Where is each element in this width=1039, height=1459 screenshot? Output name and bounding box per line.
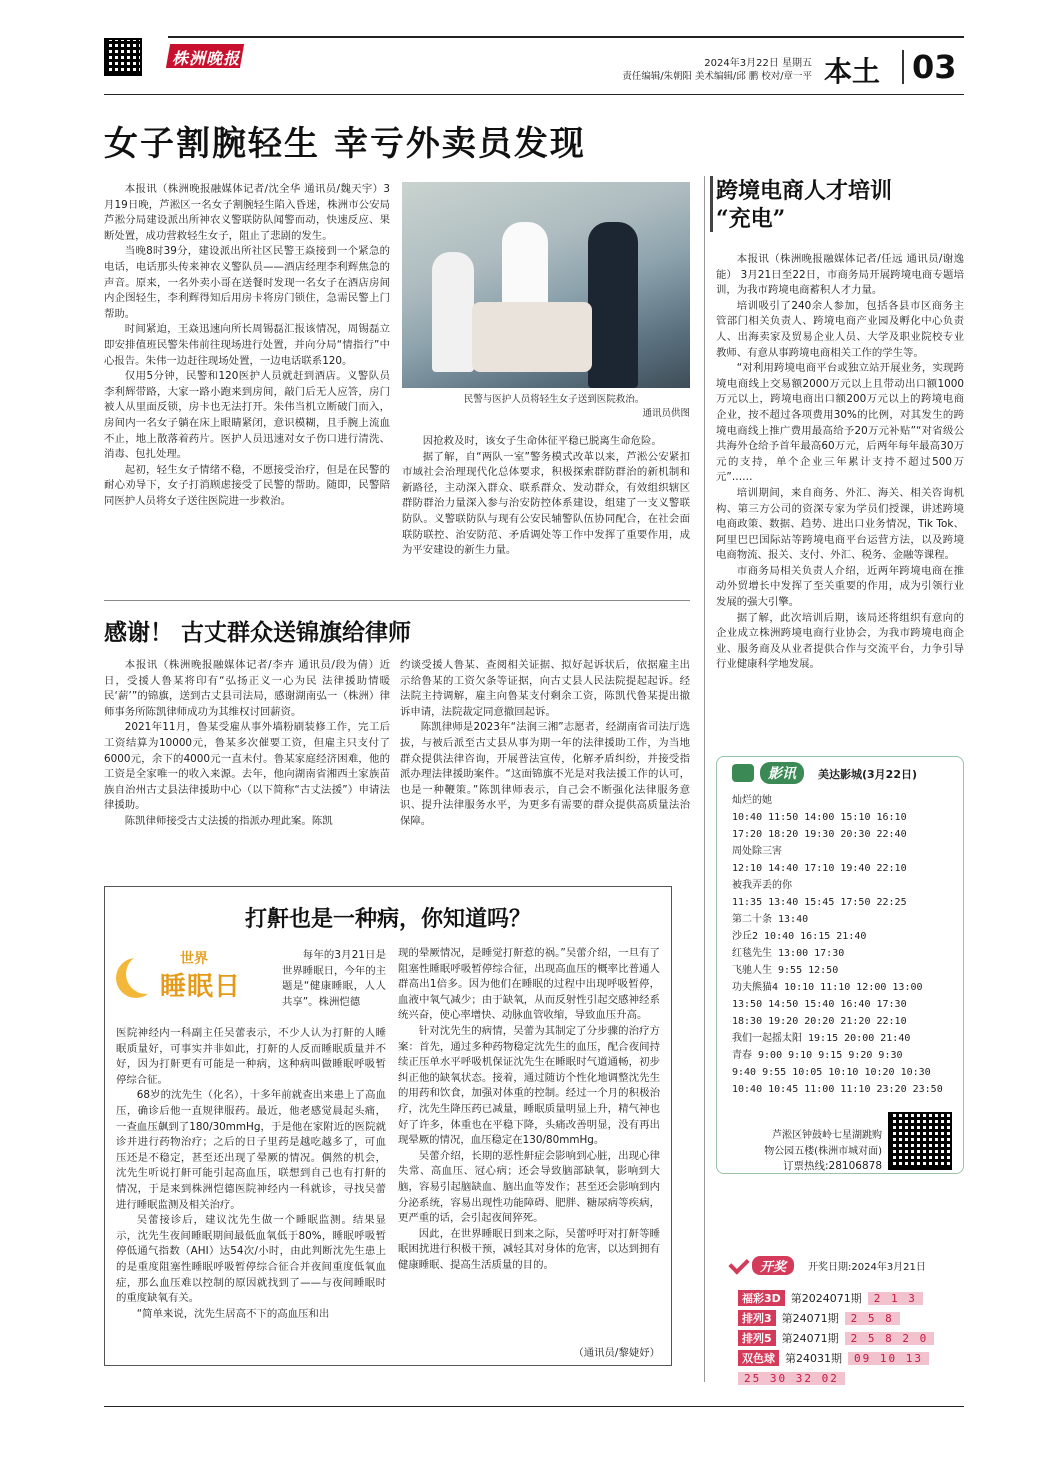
lottery-table — [738, 1288, 964, 1388]
paragraph: 陈凯律师接受古丈法援的指派办理此案。陈凯 — [124, 814, 333, 827]
paragraph: 约谈受援人鲁某、查阅相关证据、拟好起诉状后，依据雇主出示给鲁某的工资欠条等证据，向古丈县人民法院提起起诉。经法院主持调解，雇主向鲁某支付剩余工资，陈凯代鲁某提出撤诉申请，法院裁定同意撤回起诉。 — [400, 659, 690, 718]
column-divider — [704, 176, 705, 1382]
article-4-headline-line2: “充电” — [716, 206, 786, 232]
article-2-headline: 感谢！ 古丈群众送锦旗给律师 — [104, 620, 412, 646]
lottery-row — [738, 1348, 964, 1368]
paragraph: 本报讯（株洲晚报融媒体记者/沈全华 通讯员/魏天宇）3月19日晚，芦淞区一名女子割腕轻生陷入昏迷，株洲市公安局芦淞分局建设派出所神农义警联防队闻警而动，快速反应、果断处置，成功营救轻生女子，阻止了悲剧的发生。 — [104, 183, 390, 242]
lottery-issue: 第24071期 — [781, 1312, 839, 1325]
paragraph: 起初，轻生女子情绪不稳，不愿接受治疗，但是在民警的耐心劝导下，女子打消顾虑接受了民警的帮助。随即，民警陪同医护人员将女子送往医院进一步救治。 — [104, 463, 390, 507]
paragraph: 培训期间，来自商务、外汇、海关、相关咨询机构、第三方公司的资深专家为学员们授课，讲述跨境电商政策、数据、趋势、进出口业务情况，Tik Tok、阿里巴巴国际站等跨境电商平台运营方法，以及跨境电商物流、报关、支付、外汇、税务、金融等课程。 — [716, 486, 964, 562]
lottery-date: 开奖日期:2024年3月21日 — [808, 1262, 926, 1273]
issue-date: 2024年3月22日 星期五 — [704, 58, 812, 69]
paragraph: 市商务局相关负责人介绍，近两年跨境电商在推动外贸增长中发挥了至关重要的作用，成为引领行业发展的强大引擎。 — [716, 564, 964, 609]
showtime-line: 17:20 18:20 19:30 20:30 22:40 — [732, 829, 907, 840]
lottery-issue: 第24031期 — [785, 1352, 842, 1365]
article-4-headline-line1: 跨境电商人才培训 — [716, 178, 893, 204]
article-3-headline: 打鼾也是一种病，你知道吗？ — [244, 907, 531, 932]
article-4-title-rule — [710, 176, 713, 232]
divider — [104, 600, 690, 601]
lottery-numbers: 09 10 13 — [848, 1352, 929, 1365]
paragraph: 吴蕾接诊后，建议沈先生做一个睡眠监测。结果显示，沈先生夜间睡眠期间最低血氧低于80%，睡眠呼吸暂停低通气指数（AHI）达54次/小时，由此判断沈先生患上的是重度阻塞性睡眠呼吸暂停综合征合并夜间重度低氧血症，那么血压难以控制的原因就找到了——与夜间睡眠时的重度缺氧有关。 — [116, 1214, 386, 1305]
photo-figure-police — [588, 222, 638, 388]
paragraph: 因此，在世界睡眠日到来之际，吴蕾呼吁对打鼾等睡眠困扰进行积极干预，减轻其对身体的危害，以达到拥有健康睡眠、提高生活质量的目的。 — [398, 1227, 660, 1271]
showtime-line: 青春 9:00 9:10 9:15 9:20 9:30 — [732, 1050, 903, 1061]
showtime-line: 10:40 11:50 14:00 15:10 16:10 — [732, 812, 907, 823]
lottery-row — [738, 1368, 964, 1388]
showtime-line: 18:30 19:20 20:20 21:20 22:10 — [732, 1016, 907, 1027]
showtime-line: 12:10 14:40 17:10 19:40 22:10 — [732, 863, 907, 874]
showtime-line: 11:35 13:40 15:45 17:50 22:25 — [732, 897, 907, 908]
lottery-numbers: 2 5 8 2 0 — [845, 1332, 935, 1345]
section-name: 本土 — [824, 55, 881, 88]
paragraph: 因抢救及时，该女子生命体征平稳已脱离生命危险。 — [422, 435, 662, 447]
film-camera-icon — [732, 764, 754, 782]
paragraph: 仅用5分钟，民警和120医护人员就赶到酒店。义警队员李利辉带路，大家一路小跑来到房间，敲门后无人应答，房门被人从里面反锁，房卡也无法打开。朱伟当机立断破门而入，房间内一名女子躺在床上眼睛紧闭，意识模糊，且手腕上流血不止，地上散落着药片。医护人员迅速对女子伤口进行清洗、消毒、包扎处理。 — [104, 370, 390, 461]
showtime-line: 周处除三害 — [732, 846, 782, 857]
masthead-bottom-rule — [104, 94, 964, 95]
showtime-line: 10:40 10:45 11:00 11:10 23:20 23:50 — [732, 1084, 943, 1095]
article-3-byline: （通讯员/黎婕妤） — [573, 1347, 660, 1359]
paragraph: 培训吸引了240余人参加，包括各县市区商务主管部门相关负责人、跨境电商产业园及孵化中心负责人、出海卖家及贸易企业人员、大学及职业院校专业教师、有意从事跨境电商相关工作的学生等。 — [716, 299, 964, 359]
paragraph: 2021年11月，鲁某受雇从事外墙粉刷装修工作，完工后工资结算为10000元，鲁某多次催要工资，但雇主只支付了6000元，余下的4000元一直未付。鲁某家庭经济困难，他的工资是全家唯一的收入来源。去年，他向湖南省湘西土家族苗族自治州古丈县法律援助中心（以下简称“古丈法援”）申请法律援助。 — [104, 721, 390, 812]
lottery-issue: 第2024071期 — [790, 1292, 862, 1305]
article-1-headline: 女子割腕轻生 幸亏外卖员发现 — [104, 124, 586, 164]
cinema-qr-code[interactable] — [888, 1112, 952, 1170]
showtime-line: 被我弄丢的你 — [732, 880, 792, 891]
showtime-line: 功夫熊猫4 10:10 11:10 12:00 13:00 — [732, 982, 923, 993]
lottery-extra-numbers: 25 30 32 02 — [738, 1372, 845, 1385]
masthead-logo-text: 株洲晚报 — [172, 49, 241, 68]
article-1-photo — [402, 182, 690, 388]
showtime-line: 9:40 9:55 10:05 10:10 10:20 10:30 — [732, 1067, 931, 1078]
masthead-qr-code — [104, 38, 142, 76]
lottery-numbers: 2 5 8 — [845, 1312, 900, 1325]
showtime-line: 红毯先生 13:00 17:30 — [732, 948, 845, 959]
lottery-name: 排列3 — [738, 1310, 776, 1326]
cinema-phone: 订票热线:28106878 — [783, 1160, 882, 1172]
lottery-name: 福彩3D — [738, 1290, 785, 1306]
page-number: 03 — [912, 48, 957, 86]
paragraph: 吴蕾介绍，长期的恶性鼾症会影响到心脏，出现心律失常、高血压、冠心病；还会导致脑部缺氧，影响到大脑，容易引起脑缺血、脑出血等发作；甚至还会影响到内分泌系统，容易出现性功能障碍、肥胖、糖尿病等疾病，更严重的话，会引起夜间猝死。 — [398, 1149, 660, 1225]
paragraph: 据了解，自“两队一室”警务模式改革以来，芦淞公安紧扣市域社会治理现代化总体要求，积极探索群防群治的新机制和新路径，主动深入群众、联系群众、发动群众，有效组织辖区群防群治力量深入参与治安防控体系建设，组建了一支义警联防队。义警联防队与现有公安民辅警队伍协同配合，在社会面联防联控、治安防范、矛盾调处等工作中发挥了重要作用，成为平安建设的新生力量。 — [402, 450, 690, 557]
photo-figure-nurse — [432, 252, 474, 372]
article-3-intro: 每年的3月21日是世界睡眠日，今年的主题是“健康睡眠，人人共享”。株洲恺德 — [282, 949, 386, 1008]
paragraph: 当晚8时39分，建设派出所社区民警王焱接到一个紧急的电话，电话那头传来神农义警队员——酒店经理李利辉焦急的声音。原来，一名外卖小哥在送餐时发现一名女子在酒店房间内企图轻生，李利辉得知后用房卡将房门锁住，急需民警上门帮助。 — [104, 245, 390, 320]
article-2-body-right — [400, 658, 690, 830]
lottery-name: 排列5 — [738, 1330, 776, 1346]
showtime-line: 第二十条 13:40 — [732, 914, 809, 925]
paragraph: 本报讯（株洲晚报融媒体记者/任远 通讯员/谢逸能） 3月21日至22日，市商务局开展跨境电商专题培训，为我市跨境电商蓄积人才力量。 — [716, 253, 964, 297]
cinema-address-1: 芦淞区钟鼓岭七星湖跳购 — [772, 1130, 882, 1141]
photo-credit: 通讯员供图 — [642, 408, 690, 419]
paragraph: “简单来说，沈先生居高不下的高血压和出 — [136, 1307, 330, 1320]
paragraph: 现的晕厥情况，是睡觉打鼾惹的祸。”吴蕾介绍，一旦有了阻塞性睡眠呼吸暂停综合征，出现高血压的概率比普通人群高出1倍多。因为他们在睡眠的过程中出现呼吸暂停，血液中氧气减少；由于缺氧，从而反射性引起交感神经系统兴奋，使心率增快、动脉血管收缩，导致血压升高。 — [398, 947, 660, 1022]
paragraph: 医院神经内一科副主任吴蕾表示，不少人认为打鼾的人睡眠质量好，可事实并非如此，打鼾的人反而睡眠质量并不好，因为打鼾更有可能是一种病，这种病叫做睡眠呼吸暂停综合征。 — [116, 1027, 386, 1086]
lottery-tag: 开奖 — [752, 1256, 794, 1275]
badge-small-text: 世界 — [180, 951, 208, 967]
editor-credits: 责任编辑/朱朝阳 美术编辑/邱 鹏 校对/章一平 — [622, 71, 812, 82]
page-bottom-rule — [104, 1406, 964, 1407]
showtime-line: 13:50 14:50 15:40 16:40 17:30 — [732, 999, 907, 1010]
article-4-body — [716, 252, 964, 673]
showtimes-list — [732, 792, 958, 1098]
cinema-address-2: 物公园五楼(株洲市城对面) — [764, 1146, 882, 1157]
showtime-line: 我们一起摇太阳 19:15 20:00 21:40 — [732, 1033, 911, 1044]
paragraph: “对利用跨境电商平台或独立站开展业务，实现跨境电商线上交易额2000万元以上且带动出口额1000万元以上，跨境电商出口额200万元以上的跨境电商企业，按不超过各项费用30%的比例，对其发生的跨境电商线上推广费用最高给予20万元补贴”“对省级公共海外仓给予首年最高60万元，后两年每年最高30万元的支持，单个企业三年累计支持不超过500万元”…… — [716, 362, 964, 484]
paragraph: 据了解，此次培训后期，该局还将组织有意向的企业成立株洲跨境电商行业协会，为我市跨境电商企业、服务商及从业者提供合作与交流平台，力争引导行业健康科学地发展。 — [716, 611, 964, 671]
lottery-row — [738, 1288, 964, 1308]
paragraph: 时间紧迫，王焱迅速向所长周锡磊汇报该情况，周锡磊立即安排值班民警朱伟前往现场进行处置，并向分局“情指行”中心报告。朱伟一边赶往现场处置，一边电话联系120。 — [104, 323, 390, 367]
lottery-numbers: 2 1 3 — [868, 1292, 923, 1305]
paragraph: 针对沈先生的病情，吴蕾为其制定了分步骤的治疗方案：首先，通过多种药物稳定沈先生的血压，配合夜间持续正压单水平呼吸机保证沈先生在睡眠时气道通畅，初步纠正他的缺氧状态。接着，通过随访个性化地调整沈先生的用药和饮食，加强对体重的控制。经过一个月的积极治疗，沈先生降压药已减量，睡眠质量明显上升，精气神也好了许多，体重也在平稳下降，头痛改善明显，没有再出现晕厥的情况，血压稳定在130/80mmHg。 — [398, 1024, 660, 1147]
lottery-name: 双色球 — [738, 1350, 779, 1366]
masthead-rule — [168, 36, 964, 38]
section-divider — [902, 50, 904, 84]
cinema-tag: 影讯 — [760, 762, 804, 784]
badge-big-text: 睡眠日 — [160, 972, 242, 1002]
article-2-body-left — [104, 658, 390, 830]
photo-caption: 民警与医护人员将轻生女子送到医院救治。 — [463, 394, 645, 405]
paragraph: 本报讯（株洲晚报融媒体记者/李卉 通讯员/段为倩）近日，受援人鲁某将印有“弘扬正义一心为民 法律援助情暖民‘薪’”的锦旗，送到古丈县司法局，感谢湖南弘一（株洲）律师事务所陈凯律师成功为其维权讨回薪资。 — [104, 659, 390, 718]
cinema-title: 美达影城(3月22日) — [818, 768, 918, 781]
article-1-body-left — [104, 182, 390, 509]
lottery-row — [738, 1308, 964, 1328]
article-3-body-right — [398, 946, 660, 1273]
world-sleep-day-badge — [124, 946, 270, 1008]
paragraph: 68岁的沈先生（化名），十多年前就查出来患上了高血压，确诊后他一直规律服药。最近，他老感觉晨起头痛，一查血压飙到了180/30mmHg，于是他在家附近的医院就诊并进行药物治疗；之后的日子里药是越吃越多了，可血压还是不稳定，甚至还出现了晕厥的情况。偶然的机会，沈先生听说打鼾可能引起高血压，联想到自己也有打鼾的情况，于是来到株洲恺德医院神经内一科就诊，寻找吴蕾进行睡眠监测及相关治疗。 — [116, 1089, 386, 1211]
paragraph: 陈凯律师是2023年“法润三湘”志愿者，经湖南省司法厅选拔，与被后派至古丈县从事为期一年的法律援助工作，为当地群众提供法律咨询，开展普法宣传，化解矛盾纠纷，并接受指派办理法律援助案件。“这面锦旗不光是对我法援工作的认可，也是一种鞭策。”陈凯律师表示，自己会不断强化法律服务意识、提升法律服务水平，为更多有需要的群众提供高质量法治保障。 — [400, 721, 690, 827]
lottery-check-icon — [728, 1253, 749, 1274]
showtime-line: 沙丘2 10:40 16:15 21:40 — [732, 931, 867, 942]
lottery-row — [738, 1328, 964, 1348]
article-1-body-right — [402, 434, 690, 559]
photo-bed — [472, 302, 592, 372]
lottery-issue: 第24071期 — [781, 1332, 839, 1345]
article-3-body-left — [116, 1026, 386, 1322]
showtime-line: 灿烂的她 — [732, 795, 772, 806]
showtime-line: 飞驰人生 9:55 12:50 — [732, 965, 839, 976]
